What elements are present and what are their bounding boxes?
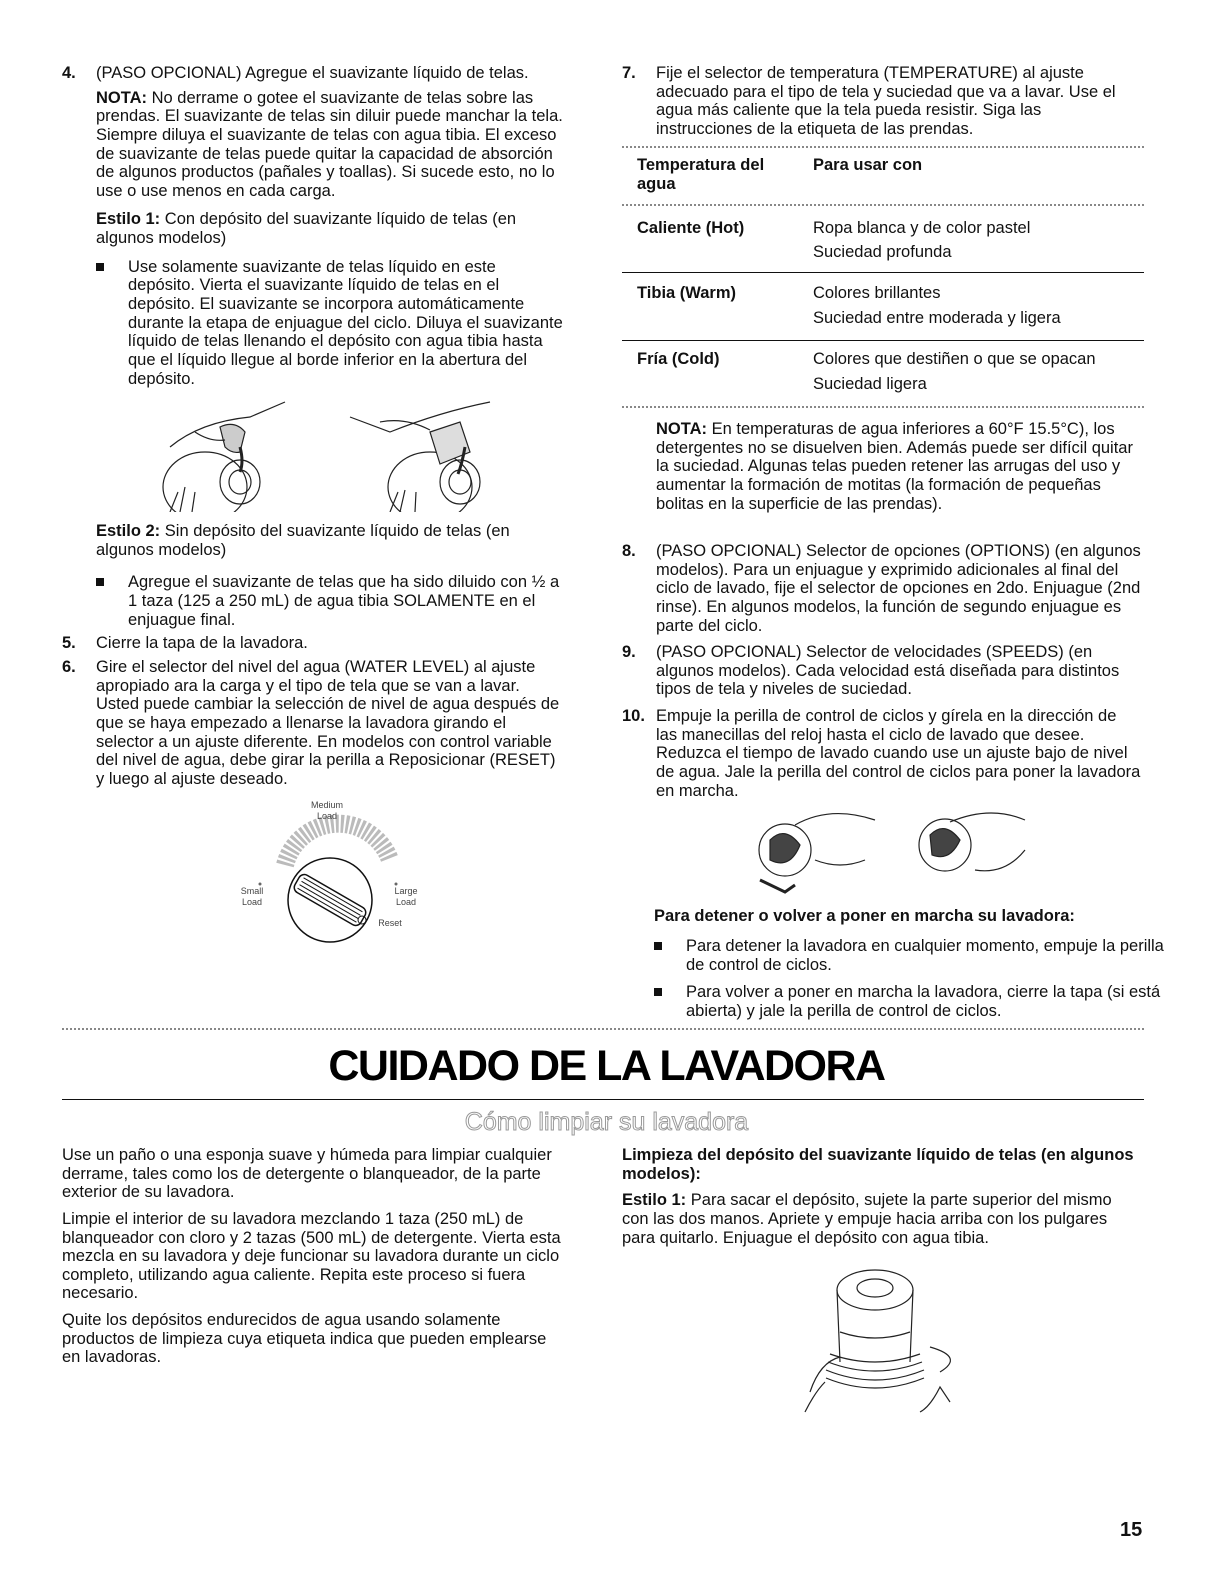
- dispenser-paragraph: [622, 1191, 1142, 1247]
- step-4: [62, 64, 567, 388]
- bullet-text: Agregue el suavizante de telas que ha sido diluido con ½ a 1 taza (125 a 250 mL) de agua tibia SOLAMENTE en el enjuague final.: [128, 573, 560, 629]
- step-9: [622, 643, 1142, 699]
- table-row-use1: Colores que destiñen o que se opacan: [813, 350, 1096, 368]
- bullet-text: Para volver a poner en marcha la lavadora, cierre la tapa (si está abierta) y jale la perilla de control de ciclos.: [686, 983, 1161, 1020]
- dial-small-label2: Load: [241, 897, 263, 907]
- dispenser-cleaning: [622, 1146, 1142, 1247]
- table-header-temp: Temperatura del agua: [637, 156, 765, 193]
- style1-text: Para sacar el depósito, sujete la parte superior del mismo con las dos manos. Apriete y empuje hacia arriba con los pulgares para quitarlo. Enjuague el depósito con agua tibia.: [622, 1191, 1112, 1247]
- step-number: 7.: [622, 64, 636, 82]
- dial-medium-label2: Load: [316, 811, 338, 821]
- step-text: Fije el selector de temperatura (TEMPERATURE) al ajuste adecuado para el tipo de tela y suciedad que va a lavar. Use el agua más caliente que la tela pueda resistir. Siga las instrucciones de la etiqueta de las prendas.: [656, 64, 1116, 138]
- note-text: No derrame o gotee el suavizante de telas sobre las prendas. El suavizante de telas sin diluir puede manchar la tela. Siempre diluya el suavizante de telas con agua tibia. El exceso de suavizante de telas puede quitar la capacidad de absorción de algunos productos (pañales y toallas). Si sucede esto, no lo use o use menos en cada carga.: [96, 88, 563, 200]
- step-number: 10.: [622, 707, 645, 725]
- table-row-use2: Suciedad ligera: [813, 375, 927, 393]
- step-8: [622, 542, 1142, 635]
- note-label: NOTA:: [656, 420, 708, 438]
- style2-bullet: [96, 573, 567, 629]
- dial-large-label2: Load: [395, 897, 417, 907]
- table-bottom-divider: [622, 406, 1144, 408]
- step-7: [622, 64, 1142, 139]
- table-row-temp: Caliente (Hot): [637, 219, 745, 237]
- restart-bullet: [654, 983, 1171, 1020]
- step-text: Gire el selector del nivel del agua (WATER LEVEL) al ajuste apropiado ara la carga y el tipo de tela que se van a lavar. Usted puede cambiar la selección de nivel de agua después de que se haya empezado a llenarse la lavadora girando el selector a un ajuste diferente. En modelos con control variable del nivel de agua, debe girar la perilla a Reposicionar (RESET) y luego al ajuste deseado.: [96, 658, 560, 788]
- step-text: Empuje la perilla de control de ciclos y gírela en la dirección de las manecillas del reloj hasta el ciclo de lavado que desee. Reduzca el tiempo de lavado cuando use un ajuste bajo de nivel de agua. Jale la perilla del control de ciclos para poner la lavadora en marcha.: [656, 707, 1141, 800]
- style2-text: Sin depósito del suavizante líquido de telas (en algunos modelos): [96, 522, 510, 559]
- dial-small-label: Small: [240, 886, 264, 896]
- style1-label: Estilo 1:: [96, 210, 161, 229]
- table-row-divider: [622, 272, 1144, 273]
- bullet-icon: [96, 263, 104, 271]
- stop-restart-heading: Para detener o volver a poner en marcha su lavadora:: [654, 907, 1075, 925]
- table-header-divider: [622, 204, 1144, 206]
- style1-bullet: [96, 258, 567, 388]
- bullet-icon: [654, 988, 662, 996]
- step-text: (PASO OPCIONAL) Selector de opciones (OPTIONS) (en algunos modelos). Para un enjuague y exprimido adicionales al final del ciclo de lavado, fije el selector de opciones en 2do. Enjuague (2nd rinse). En algunos modelos, la función de segundo enjuague es parte del ciclo.: [656, 542, 1141, 635]
- dispenser-heading: Limpieza del depósito del suavizante líquido de telas (en algunos modelos):: [622, 1146, 1134, 1183]
- step-number: 9.: [622, 643, 636, 661]
- step-number: 8.: [622, 542, 636, 560]
- table-row-use2: Suciedad profunda: [813, 243, 952, 261]
- step-number: 6.: [62, 658, 76, 676]
- table-row-use1: Ropa blanca y de color pastel: [813, 219, 1031, 237]
- step-text: (PASO OPCIONAL) Selector de velocidades (SPEEDS) (en algunos modelos). Cada velocidad está diseñada para distintos tipos de tela y niveles de suciedad.: [656, 643, 1120, 699]
- note-text: En temperaturas de agua inferiores a 60°F 15.5°C), los detergentes no se disuelven bien. Además puede ser difícil quitar la suciedad. Algunas telas pueden retener las arrugas del uso y aumentar la formación de motitas (la formación de pequeñas bolitas en la superficie de las prendas).: [656, 420, 1133, 513]
- table-row-temp: Fría (Cold): [637, 350, 720, 368]
- note: [62, 89, 567, 201]
- style2-intro: [62, 522, 567, 559]
- water-level-dial-illustration: [230, 800, 450, 950]
- bullet-icon: [654, 942, 662, 950]
- dispenser-illustration: [790, 1262, 975, 1422]
- step-number: 5.: [62, 634, 76, 652]
- bullet-icon: [96, 578, 104, 586]
- style1-intro: [62, 210, 567, 247]
- paragraph: Limpie el interior de su lavadora mezclando 1 taza (250 mL) de blanqueador con cloro y 2 tazas (500 mL) de detergente. Vierta esta mezcla en su lavadora y deje funcionar su lavadora durante un ciclo completo, utilizando agua caliente. Repita este proceso si fuera necesario.: [62, 1209, 561, 1303]
- table-row-temp: Tibia (Warm): [637, 284, 737, 302]
- note-label: NOTA:: [96, 88, 148, 107]
- dial-reset-label: Reset: [378, 918, 402, 928]
- bullet-text: Use solamente suavizante de telas líquido en este depósito. Vierta el suavizante líquido de telas en el depósito. El suavizante se incorpora automáticamente durante la etapa de enjuague del ciclo. Diluya el suavizante líquido de telas llenando el depósito con agua tibia hasta que el líquido llegue al borde inferior en la abertura del depósito.: [128, 257, 563, 388]
- paragraph: Quite los depósitos endurecidos de agua usando solamente productos de limpieza cuya etiqueta indica que pueden emplearse en lavadoras.: [62, 1311, 547, 1367]
- table-top-divider: [622, 146, 1144, 148]
- section-title-rule: [62, 1099, 1144, 1100]
- style1-text: Con depósito del suavizante líquido de telas (en algunos modelos): [96, 210, 517, 248]
- cycle-knob-illustration: [740, 800, 1040, 895]
- section-top-divider: [62, 1028, 1144, 1030]
- cleaning-instructions: [62, 1146, 562, 1367]
- dial-medium-label: Medium: [310, 800, 344, 810]
- step-text: Cierre la tapa de la lavadora.: [96, 634, 308, 652]
- step-6: [62, 658, 567, 788]
- step-text: (PASO OPCIONAL) Agregue el suavizante líquido de telas.: [96, 64, 529, 82]
- bullet-text: Para detener la lavadora en cualquier momento, empuje la perilla de control de ciclos.: [686, 937, 1164, 974]
- table-row-use2: Suciedad entre moderada y ligera: [813, 309, 1061, 327]
- dial-large-label: Large: [394, 886, 418, 896]
- paragraph: Use un paño o una esponja suave y húmeda para limpiar cualquier derrame, tales como los de detergente o blanqueador, de la parte exterior de su lavadora.: [62, 1146, 552, 1202]
- style1-label: Estilo 1:: [622, 1191, 687, 1210]
- page-number: 15: [1120, 1519, 1143, 1541]
- step-5: [62, 634, 567, 653]
- style-2: [62, 522, 567, 629]
- softener-pour-illustration: [140, 392, 520, 512]
- section-title: CUIDADO DE LA LAVADORA: [328, 1042, 885, 1090]
- section-subtitle: Cómo limpiar su lavadora: [464, 1108, 749, 1136]
- stop-bullet: [654, 937, 1171, 974]
- note-2: [656, 420, 1136, 513]
- note-paragraph: [656, 420, 1136, 513]
- table-row-divider: [622, 340, 1144, 341]
- table-row-use1: Colores brillantes: [813, 284, 941, 302]
- step-number: 4.: [62, 64, 76, 82]
- step-10: [622, 707, 1142, 800]
- style2-label: Estilo 2:: [96, 522, 161, 540]
- table-header-use: Para usar con: [813, 156, 923, 174]
